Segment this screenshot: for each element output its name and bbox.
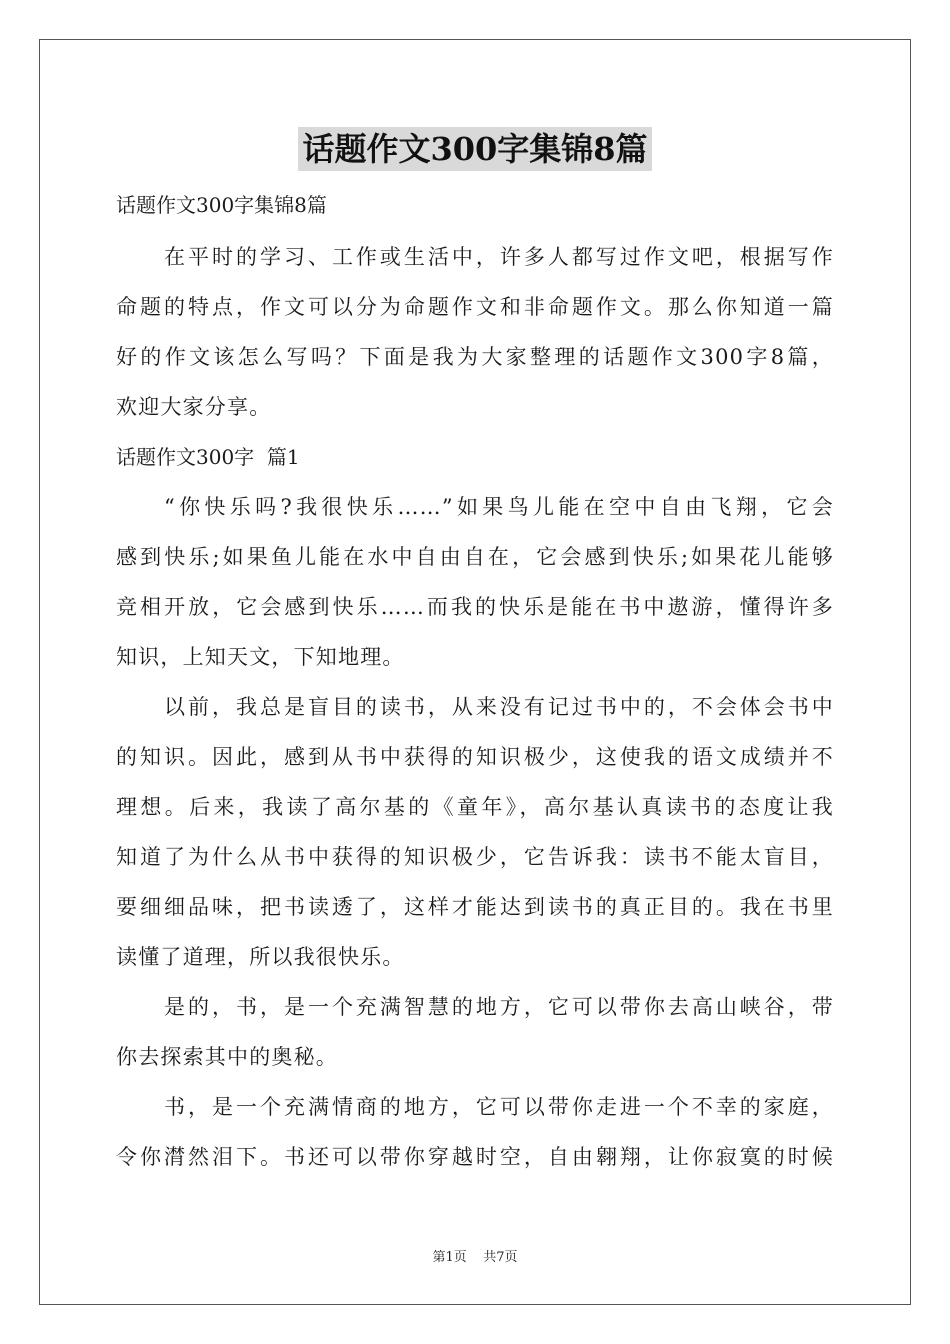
paragraph-line: 读懂了道理，所以我很快乐。 <box>116 945 405 969</box>
paragraph-line: 是的，书，是一个充满智慧的地方，它可以带你去高山峡谷，带 <box>164 995 834 1019</box>
paragraph-line: 以前，我总是盲目的读书，从来没有记过书中的，不会体会书中 <box>164 695 834 719</box>
paragraph-line: 知识，上知天文，下知地理。 <box>116 645 405 669</box>
paragraph-line: “你快乐吗?我很快乐……”如果鸟儿能在空中自由飞翔，它会 <box>164 495 834 519</box>
paragraph-line: 要细细品味，把书读透了，这样才能达到读书的真正目的。我在书里 <box>116 895 834 919</box>
document-body <box>116 182 834 1182</box>
paragraph-line: 令你潸然泪下。书还可以带你穿越时空，自由翱翔，让你寂寞的时候 <box>116 1145 834 1169</box>
paragraph-line: 竞相开放，它会感到快乐……而我的快乐是能在书中遨游，懂得许多 <box>116 595 834 619</box>
paragraph-line: 理想。后来，我读了高尔基的《童年》，高尔基认真读书的态度让我 <box>116 795 834 819</box>
paragraph-line: 知道了为什么从书中获得的知识极少，它告诉我：读书不能太盲目， <box>116 845 834 869</box>
paragraph-line: 在平时的学习、工作或生活中，许多人都写过作文吧，根据写作 <box>164 245 834 269</box>
section-heading: 话题作文300字 篇1 <box>116 445 300 469</box>
page-footer <box>0 1246 950 1265</box>
paragraph-line: 书，是一个充满情商的地方，它可以带你走进一个不幸的家庭， <box>164 1095 834 1119</box>
page-number: 第1页 共7页 <box>432 1250 518 1265</box>
paragraph-line: 好的作文该怎么写吗？下面是我为大家整理的话题作文300字8篇， <box>116 345 834 369</box>
paragraph-line: 感到快乐;如果鱼儿能在水中自由自在，它会感到快乐;如果花儿能够 <box>116 545 834 569</box>
document-title: 话题作文300字集锦8篇 <box>298 127 651 171</box>
document-subtitle: 话题作文300字集锦8篇 <box>116 193 327 217</box>
title-container <box>0 127 950 171</box>
paragraph-line: 你去探索其中的奥秘。 <box>116 1045 338 1069</box>
paragraph-line: 的知识。因此，感到从书中获得的知识极少，这使我的语文成绩并不 <box>116 745 834 769</box>
paragraph-line: 命题的特点，作文可以分为命题作文和非命题作文。那么你知道一篇 <box>116 295 834 319</box>
paragraph-line: 欢迎大家分享。 <box>116 395 272 419</box>
